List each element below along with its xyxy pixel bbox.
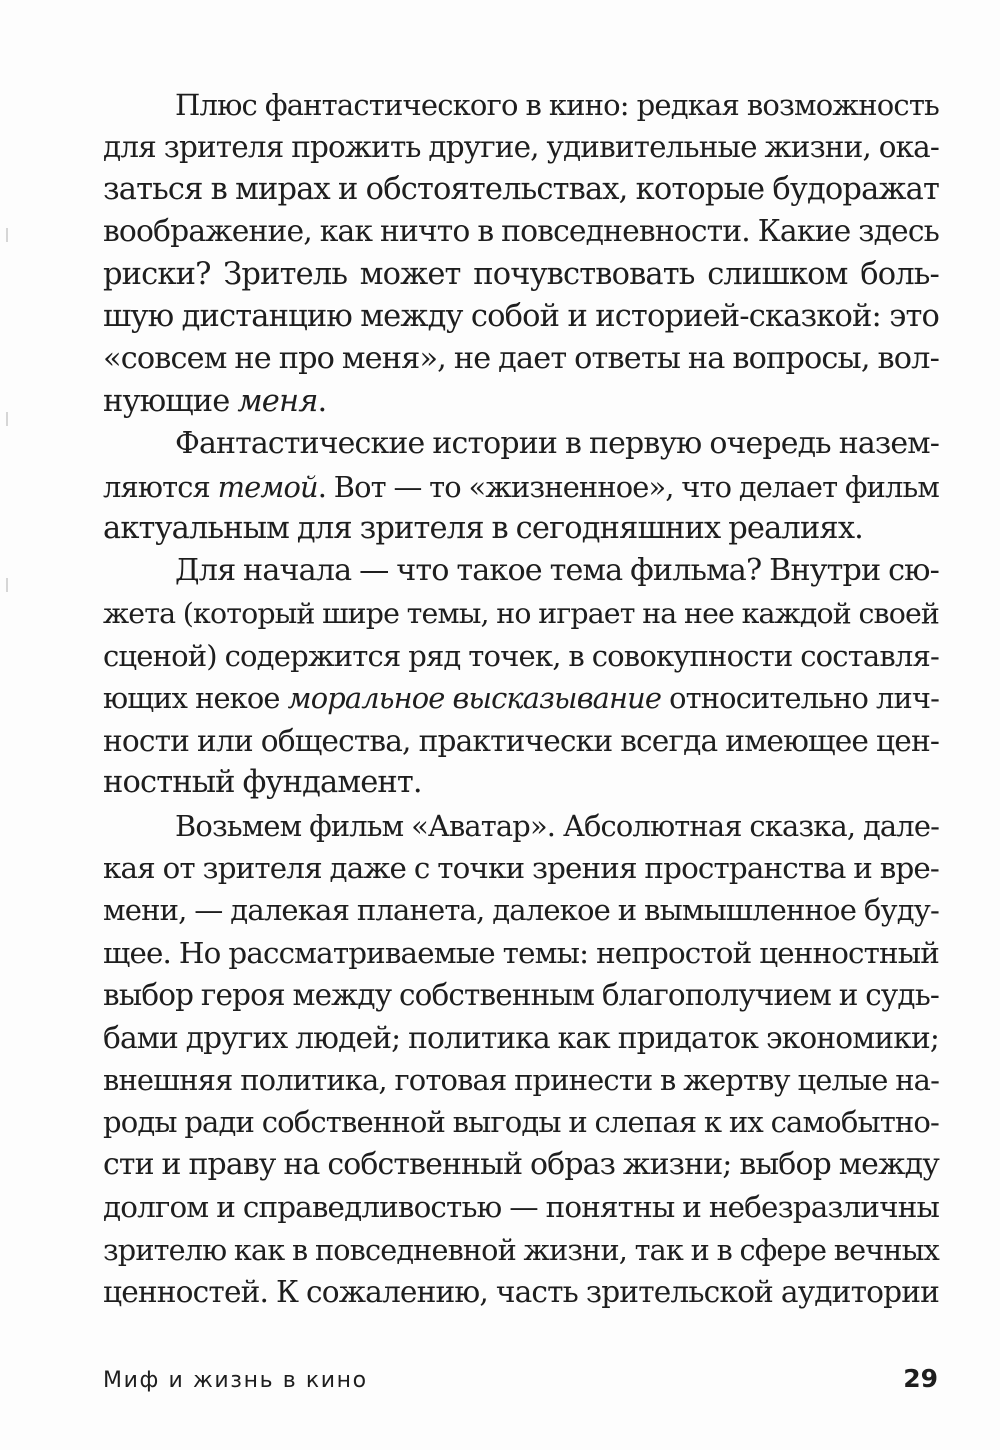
- text-line: Возьмем фильм «Аватар». Абсолютная сказка, дале-: [175, 808, 939, 843]
- text-line: ностный фундамент.: [103, 765, 422, 801]
- running-footer-title: Миф и жизнь в кино: [103, 1368, 368, 1393]
- page-edge-mark: [6, 228, 8, 242]
- text-line: бами других людей; политика как придаток экономики;: [103, 1019, 939, 1055]
- text-line: заться в мирах и обстоятельствах, которые будоражат: [103, 171, 939, 207]
- text-line: ности или общества, практически всегда имеющее цен-: [103, 722, 939, 758]
- emphasis: темой: [217, 469, 318, 504]
- text-line: щее. Но рассматриваемые темы: непростой ценностный: [103, 935, 939, 970]
- text-line: риски? Зритель может почувствовать слишком боль-: [103, 256, 939, 292]
- text-line: Плюс фантастического в кино: редкая возможность: [175, 88, 939, 122]
- text-line: мени, — далекая планета, далекое и вымышленное буду-: [103, 893, 939, 928]
- emphasis: меня: [237, 383, 318, 419]
- text-line: ляются темой. Вот — то «жизненное», что делает фильм: [103, 469, 939, 504]
- text-line: внешняя политика, готовая принести в жертву целые на-: [103, 1062, 939, 1097]
- page-number: 29: [903, 1364, 938, 1393]
- text-line: актуальным для зрителя в сегодняшних реалиях.: [103, 510, 864, 546]
- text-line: роды ради собственной выгоды и слепая к их самобытно-: [103, 1105, 939, 1140]
- text-line: кая от зрителя даже с точки зрения пространства и вре-: [103, 851, 939, 886]
- text-line: жета (который шире темы, но играет на нее каждой своей: [103, 596, 939, 630]
- emphasis: моральное высказывание: [287, 681, 662, 716]
- text-line: «совсем не про меня», не дает ответы на вопросы, вол-: [103, 341, 939, 377]
- text-line: ценностей. К сожалению, часть зрительской аудитории: [103, 1273, 939, 1309]
- text-line: для зрителя прожить другие, удивительные жизни, ока-: [103, 130, 939, 165]
- text-line: долгом и справедливостью — понятны и небезразличны: [103, 1190, 939, 1225]
- page-edge-mark: [6, 578, 8, 592]
- text-line: шую дистанцию между собой и историей-сказкой: это: [103, 298, 939, 334]
- text-line: сти и праву на собственный образ жизни; выбор между: [103, 1146, 939, 1182]
- text-line: сценой) содержится ряд точек, в совокупности составля-: [103, 639, 939, 674]
- text-line: нующие меня.: [103, 383, 327, 419]
- text-line: зрителю как в повседневной жизни, так и в сфере вечных: [103, 1232, 939, 1267]
- page-edge-mark: [6, 412, 8, 426]
- text-line: Для начала — что такое тема фильма? Внутри сю-: [175, 553, 939, 589]
- text-line: Фантастические истории в первую очередь назем-: [175, 426, 939, 462]
- body-text: [103, 84, 939, 1313]
- text-line: воображение, как ничто в повседневности. Какие здесь: [103, 214, 939, 250]
- text-line: выбор героя между собственным благополучием и судь-: [103, 978, 939, 1013]
- text-line: ющих некое моральное высказывание относительно лич-: [103, 681, 939, 716]
